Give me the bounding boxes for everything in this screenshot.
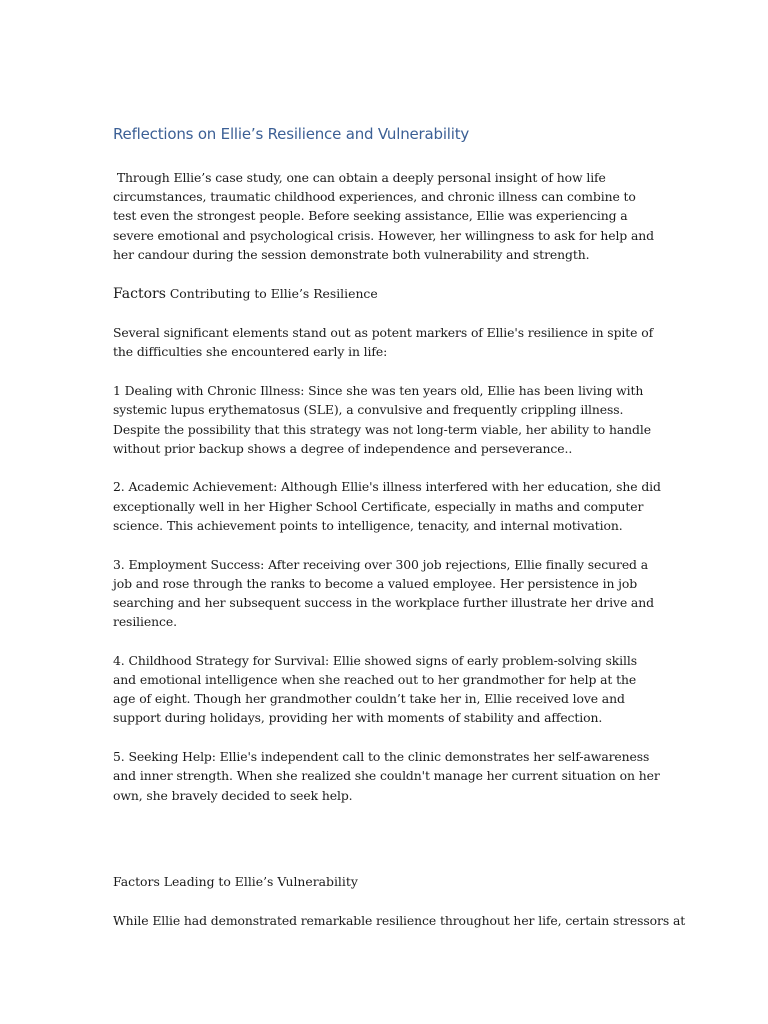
resilience-item-5: 5. Seeking Help: Ellie's independent call to the clinic demonstrates her self-awareness and inner strength. When she realized she couldn't manage her current situation on her own, she bravely decided to seek help. (113, 749, 660, 803)
document-body (113, 122, 686, 950)
resilience-item-4: 4. Childhood Strategy for Survival: Ellie showed signs of early problem-solving skills and emotional intelligence when she reached out to her grandmother for help at the age of eight. Though her grandmother couldn’t take her in, Ellie received love and support during holidays, providing her with moments of stability and affection. (113, 652, 637, 726)
resilience-item-3: 3. Employment Success: After receiving over 300 job rejections, Ellie finally secured a job and rose through the ranks to become a valued employee. Her persistence in job searching and her subsequent success in the workplace further illustrate her drive and resilience. (113, 556, 654, 630)
document-title: Reflections on Ellie’s Resilience and Vulnerability (113, 125, 470, 143)
section-heading-rest: Contributing to Ellie’s Resilience (165, 285, 378, 301)
intro-paragraph: Through Ellie’s case study, one can obtain a deeply personal insight of how life circumstances, traumatic childhood experiences, and chronic illness can combine to test even the strongest people. Before seeking assistance, Ellie was experiencing a severe emotional and psychological crisis. However, her willingness to ask for help and her candour during the session demonstrate both vulnerability and strength. (113, 170, 658, 262)
resilience-item-2: 2. Academic Achievement: Although Ellie's illness interfered with her education, she did exceptionally well in her Higher School Certificate, especially in maths and computer science. This achievement points to intelligence, tenacity, and internal motivation. (113, 479, 661, 533)
vulnerability-lead-paragraph: While Ellie had demonstrated remarkable resilience throughout her life, certain stressors at (113, 912, 686, 928)
resilience-lead-paragraph: Several significant elements stand out as potent markers of Ellie's resilience in spite of the difficulties she encountered early in life: (113, 325, 654, 360)
blank-space (113, 824, 661, 872)
section-heading-vulnerability: Factors Leading to Ellie’s Vulnerability (113, 874, 358, 890)
section-heading-first-word: Factors (113, 285, 166, 302)
section-heading-resilience (113, 284, 661, 304)
resilience-item-1: 1 Dealing with Chronic Illness: Since she was ten years old, Ellie has been living with systemic lupus erythematosus (SLE), a convulsive and frequently crippling illness. Despite the possibility that this strategy was not long-term viable, her ability to handle without prior backup shows a degree of independence and perseverance.. (113, 383, 651, 456)
